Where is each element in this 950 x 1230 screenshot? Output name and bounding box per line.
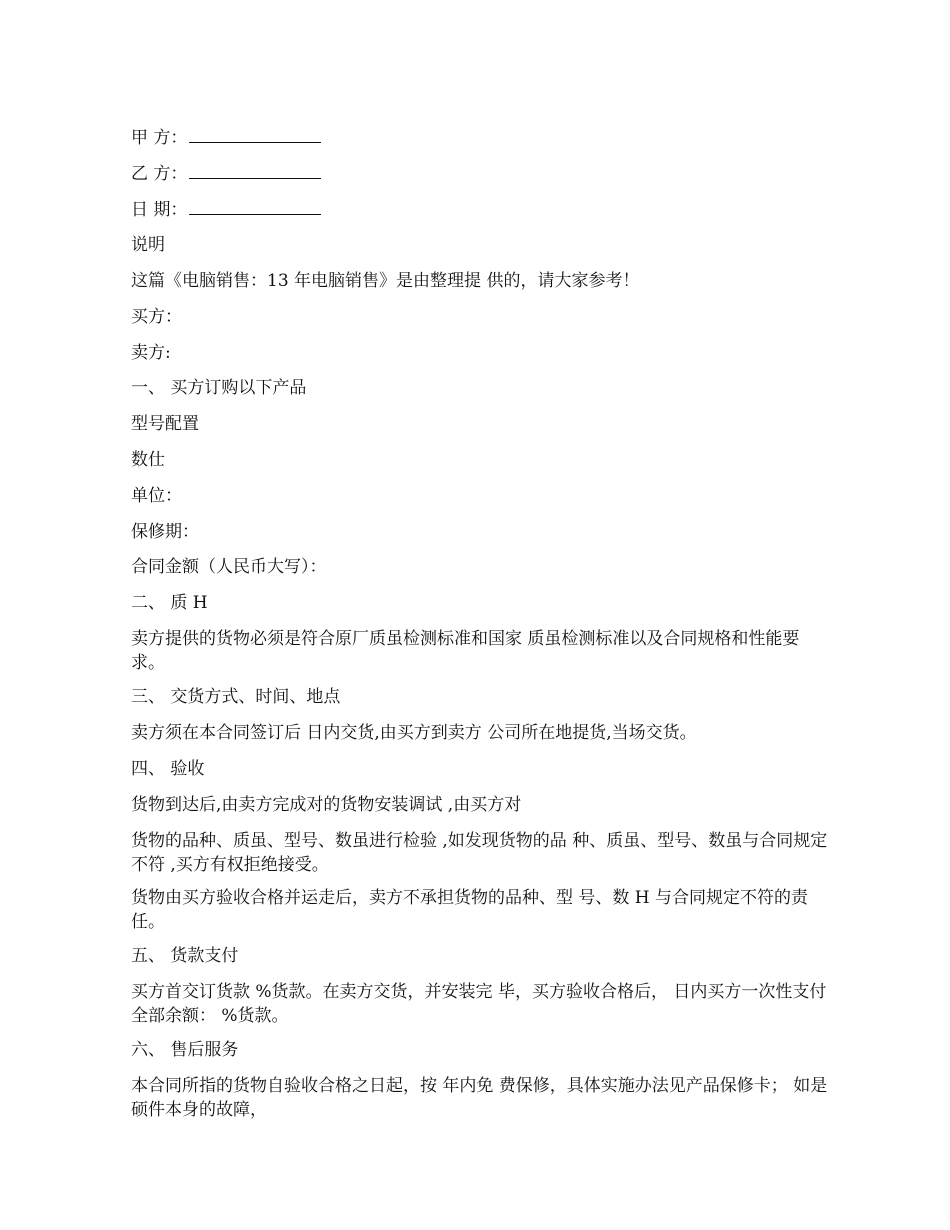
section-heading-2: 二、 质 H xyxy=(131,593,208,613)
after-sales-paragraph: 本合同所指的货物自验收合格之日起，按 年内免 费保修，具体实施办法见产品保修卡； 如是硕件本身的故障， xyxy=(131,1076,828,1120)
signature-blank-line xyxy=(189,162,321,179)
signature-label: 日 期： xyxy=(131,200,188,220)
contract-amount-line: 合同金额（人民币大写）： xyxy=(131,557,327,577)
unit-line: 单位： xyxy=(131,486,182,506)
section-heading-3: 三、 交货方式、时间、地点 xyxy=(131,687,341,707)
signature-blank-line xyxy=(189,126,321,143)
quantity-line: 数仕 xyxy=(131,450,165,470)
note-heading: 说明 xyxy=(131,235,165,255)
section-heading-4: 四、 验收 xyxy=(131,759,205,779)
signature-party-b xyxy=(131,162,833,186)
payment-paragraph: 买方首交订货款 %货款。在卖方交货，并安装完 毕，买方验收合格后， 日内买方一次性支付全部余额： %货款。 xyxy=(131,982,827,1026)
delivery-paragraph: 卖方须在本合同签订后 日内交货,由买方到卖方 公司所在地提货,当场交货。 xyxy=(131,723,697,743)
signature-label: 乙 方： xyxy=(131,164,188,184)
acceptance-paragraph-2: 货物的品种、质虽、型号、数虽进行检验 ,如发现货物的品 种、质虽、型号、数虽与合同规定不符 ,买方有权拒绝接受。 xyxy=(131,831,828,875)
warranty-line: 保修期： xyxy=(131,522,199,542)
model-config-line: 型号配置 xyxy=(131,414,199,434)
signature-label: 甲 方： xyxy=(131,128,188,148)
quality-paragraph: 卖方提供的货物必须是符合原厂质虽检测标准和国家 质虽检测标准以及合同规格和性能要求。 xyxy=(131,629,800,673)
signature-date xyxy=(131,198,833,222)
section-heading-5: 五、 货款支付 xyxy=(131,946,239,966)
seller-line: 卖方: xyxy=(131,343,171,363)
intro-paragraph: 这篇《电脑销售：13 年电脑销售》是由整理提 供的，请大家参考！ xyxy=(131,271,640,291)
signature-blank-line xyxy=(189,198,321,215)
acceptance-paragraph-1: 货物到达后,由卖方完成对的货物安装调试 ,由买方对 xyxy=(131,795,522,815)
signature-party-a xyxy=(131,126,833,150)
section-heading-1: 一、 买方订购以下产品 xyxy=(131,378,307,398)
acceptance-paragraph-3: 货物由买方验收合格并运走后，卖方不承担货物的品种、型 号、数 H 与合同规定不符的责任。 xyxy=(131,888,809,932)
section-heading-6: 六、 售后服务 xyxy=(131,1040,239,1060)
buyer-line: 买方： xyxy=(131,307,182,327)
